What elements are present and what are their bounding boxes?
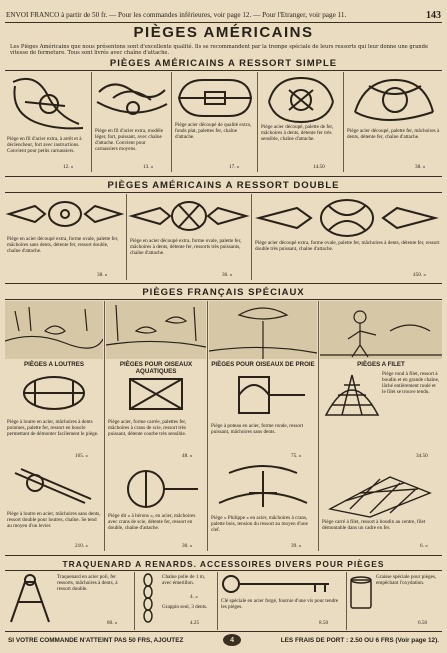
double-item-1 (5, 194, 125, 280)
page-title: PIÈGES AMÉRICAINS (133, 24, 314, 41)
key-illustration (219, 572, 345, 596)
divider (343, 72, 344, 172)
page-footer (0, 633, 447, 647)
footer-right-text: LES FRAIS DE PORT : 2.50 OU 6 FRS (Voir page 12). (280, 636, 439, 644)
page-header (0, 8, 447, 22)
price: 4.25 (190, 620, 200, 626)
section-rule (5, 570, 442, 571)
caption: Piège acier découpé extra, forme ovale, palette fer, mâchoires à dents, détente fer, ressort double très puissant, chaîne d'attache. (255, 240, 440, 253)
section-rule (5, 70, 442, 71)
caption: Piège acier découpé de qualité extra, fonds plat, palettes fer, chaîne d'attache. (175, 122, 252, 141)
section-title-double: PIÈGES AMÉRICAINS A RESSORT DOUBLE (107, 180, 340, 191)
caption: Chaîne polie de 1 m, avec émerillon. (162, 574, 206, 587)
net-trap-illustration (322, 371, 382, 421)
caption: Piège carré à filet, ressort à boudin au centre, filet démontable dans un cadre en fer. (322, 519, 426, 532)
caption: Piège à loutre en acier, mâchoires à dents pointues, palette fer, ressort en boucle permettant de démonter facilement le piège. (7, 419, 99, 438)
price: 80. » (107, 620, 118, 626)
price: 75. » (291, 453, 302, 459)
divider (318, 301, 319, 551)
divider (251, 194, 252, 280)
price: 30. » (182, 543, 193, 549)
hunter-scene-illustration (320, 301, 442, 359)
renard-item-2 (136, 572, 216, 630)
label-aquatiques: PIÈGES POUR OISEAUX AQUATIQUES (119, 361, 193, 375)
trap-illustration (5, 194, 125, 234)
caption: Piège « Philippe » en acier, mâchoires à crans, palette bois, tension du ressort au moyen d'une clef. (211, 515, 308, 534)
price: 48. » (182, 453, 193, 459)
price: 4. » (190, 594, 198, 600)
double-item-2 (128, 194, 250, 280)
francais-col-aquatiques (106, 301, 206, 551)
simple-item-2 (93, 72, 171, 172)
price: 39. » (291, 543, 302, 549)
footer-page-badge: 4 (223, 634, 241, 646)
price: 38. » (415, 164, 426, 170)
label-proie: PIÈGES POUR OISEAUX DE PROIE (211, 361, 315, 368)
label-loutres: PIÈGES A LOUTRES (23, 361, 85, 368)
simple-item-4 (259, 72, 343, 172)
divider (171, 72, 172, 172)
trap-illustration (128, 194, 250, 238)
price: 36. » (222, 272, 233, 278)
price: 12. » (63, 164, 74, 170)
heron-trap-illustration (106, 463, 206, 513)
renard-item-1 (5, 572, 133, 630)
water-birds-scene-illustration (106, 301, 206, 359)
water-bird-trap-illustration (106, 371, 206, 417)
francais-col-filet (320, 301, 442, 551)
caption: Piège acier découpé, palette de fer, mâchoires à dents, détente fer très sensible, chaîne d'attache. (261, 124, 334, 143)
price: 14.50 (313, 164, 325, 170)
caption: Traquenard en acier poli, fer ressorts, mâchoires à dents, à ressort double. (57, 574, 118, 593)
grease-tin-illustration (348, 572, 374, 612)
renard-item-3 (219, 572, 345, 630)
trap-illustration (173, 72, 257, 124)
section-rule (5, 192, 442, 193)
caption: Piège acier, forme carrée, palettes fer, mâchoires à crans de scie, ressort très puissant, détente courbe très sensible. (108, 419, 187, 438)
section-title-simple: PIÈGES AMÉRICAINS A RESSORT SIMPLE (109, 58, 338, 69)
otter-scene-illustration (5, 301, 103, 359)
divider (126, 194, 127, 280)
birds-of-prey-scene-illustration (209, 301, 317, 359)
trap-illustration (345, 72, 442, 130)
caption: Piège à loutre en acier, mâchoires sans dents, ressort double pour loutres, chaîne. Se tend au moyen d'un levier. (7, 511, 101, 530)
price: 34.50 (416, 453, 428, 459)
caption: Piège acier découpé, palette fer, mâchoires à dents, détente fer, chaîne d'attache. (347, 128, 440, 141)
simple-item-3 (173, 72, 257, 172)
francais-col-proie (209, 301, 317, 551)
footer-rule (5, 631, 442, 632)
square-net-trap-illustration (320, 463, 442, 519)
renard-item-4 (348, 572, 442, 630)
pole-trap-illustration (209, 371, 317, 421)
double-item-3 (253, 194, 442, 280)
price: 210. » (75, 543, 88, 549)
caption: Grappin seul, 3 dents. (162, 604, 208, 610)
divider (207, 301, 208, 551)
section-title-francais: PIÈGES FRANÇAIS SPÉCIAUX (142, 287, 305, 298)
price: 165. » (75, 453, 88, 459)
trap-illustration (259, 72, 343, 126)
intro-text: Les Pièges Américains que nous présentons sont d'excellente qualité. Ils se recommandent par la trempe spéciale de leurs ressorts qui leur donne une grande vitesse de fermeture. Tous sont livrés avec chaîne d'attache. (10, 44, 429, 57)
caption: Piège en fil d'acier extra, à arrêt et à déclencheur, fort avec instructions. Convient pour petits carnassiers. (7, 136, 82, 155)
philippe-trap-illustration (209, 463, 317, 515)
section-rule (5, 176, 442, 177)
trap-illustration (253, 194, 442, 240)
caption: Piège à poteau en acier, forme ronde, ressort puissant, mâchoires sans dents. (211, 423, 304, 436)
caption: Graisse spéciale pour pièges, empêchant l'oxydation. (376, 574, 437, 587)
divider (257, 72, 258, 172)
header-rule (5, 22, 442, 23)
francais-col-loutres (5, 301, 103, 551)
trap-illustration (93, 72, 171, 132)
price: 38. » (97, 272, 108, 278)
section-rule (5, 299, 442, 300)
page-number: 143 (426, 9, 441, 21)
label-filet: PIÈGES A FILET (357, 361, 405, 368)
price: 13. » (143, 164, 154, 170)
header-text: ENVOI FRANCO à partir de 50 fr. — Pour les commandes inférieures, voir page 12. — Pour l'Etranger, voir page 11. (6, 11, 347, 19)
caption: Piège en fil d'acier extra, modèle léger, fort, puissant, avec chaîne d'attache. Convient pour carnassiers moyens. (95, 128, 164, 153)
divider (217, 572, 218, 630)
divider (134, 572, 135, 630)
caption: Piège rond à filet, ressort à boudin et en grande chaîne, lâché entièrement roulé et le filet se trouve tendu. (382, 371, 440, 396)
section-rule (5, 555, 442, 556)
price: 8.50 (319, 620, 329, 626)
divider (91, 72, 92, 172)
price: 6. » (420, 543, 428, 549)
section-title-renards: TRAQUENARD A RENARDS. ACCESSOIRES DIVERS POUR PIÈGES (62, 559, 385, 569)
chain-illustration (136, 572, 160, 628)
caption: Clé spéciale en acier forgé, fournie d'une vis pour tendre les pièges. (221, 598, 339, 611)
trap-illustration (5, 72, 91, 136)
section-rule (5, 283, 442, 284)
divider (346, 572, 347, 630)
caption: Piège dit « à hérons », en acier, mâchoires avec crans de scie, détente fer, ressort en double, chaîne d'attache. (108, 513, 196, 532)
divider (104, 301, 105, 551)
simple-item-5 (345, 72, 442, 172)
price: 6.50 (418, 620, 428, 626)
caption: Piège en acier découpé extra, forme ovale, palette fer, mâchoires sans dents, détente fer, ressort double, chaîne d'attache. (7, 236, 119, 255)
simple-item-1 (5, 72, 91, 172)
caption: Piège en acier découpé extra, forme ovale, palette fer, mâchoires à dents, détente fer, ressorts très puissants, chaîne d'attache. (130, 238, 242, 257)
price: 17. » (229, 164, 240, 170)
otter-trap-illustration (5, 371, 103, 417)
price: 450. » (413, 272, 426, 278)
footer-left-text: SI VOTRE COMMANDE N'ATTEINT PAS 50 FRS, AJOUTEZ (8, 636, 184, 644)
otter-trap-2-illustration (5, 463, 103, 511)
fox-trap-illustration (5, 572, 55, 628)
